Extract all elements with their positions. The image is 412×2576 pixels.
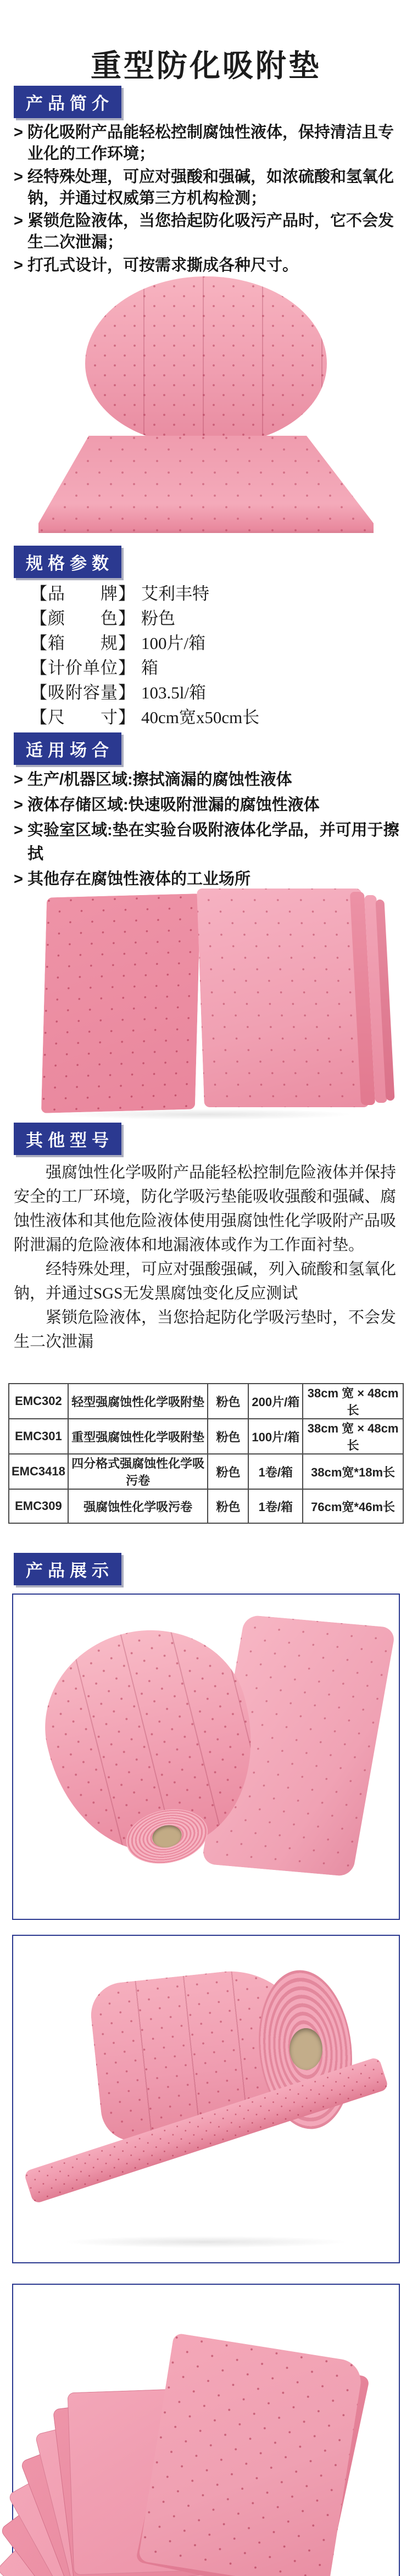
roll-cylinder: [85, 276, 327, 444]
spec-row: [30, 631, 393, 656]
bullet-text: 其他存在腐蚀性液体的工业场所: [27, 870, 250, 888]
table-row: [9, 1384, 403, 1419]
bullet-item: [14, 768, 399, 792]
bullet-text: 经特殊处理，可应对强酸和强碱，如浓硫酸和氢氧化钠，并通过权威第三方机构检测；: [27, 168, 394, 207]
table-cell-color: 粉色: [208, 1384, 248, 1419]
table-cell-packing: 1卷/箱: [248, 1489, 303, 1523]
bullet-marker: >: [14, 821, 23, 839]
gallery-photo-pad-fan: [12, 2284, 400, 2576]
table-cell-name: 强腐蚀性化学吸污卷: [68, 1489, 208, 1523]
spec-row: [30, 606, 393, 631]
table-cell-size: 38cm 宽 × 48cm 长: [303, 1419, 403, 1454]
spec-label: 【箱 规】: [30, 634, 136, 653]
models-paragraph: 紧锁危险液体，当您拾起防化学吸污垫时，不会发生二次泄漏: [14, 1309, 397, 1351]
section-heading-usage: 适用场合: [14, 732, 121, 765]
bullet-item: [14, 210, 399, 253]
models-paragraph: 强腐蚀性化学吸附产品能轻松控制危险液体并保持安全的工厂环境，防化学吸污垫能吸收强酸和强碱、腐蚀性液体和其他危险液体使用强腐蚀性化学吸附产品吸附泄漏的危险液体和地漏液体或作为工作面衬垫。: [14, 1164, 397, 1254]
usage-bullet-list: [14, 768, 399, 893]
gallery-photo-roll-with-strip: [12, 1935, 400, 2263]
spec-value: 103.5l/箱: [141, 683, 206, 702]
bullet-text: 打孔式设计，可按需求撕成各种尺寸。: [27, 257, 298, 275]
bullet-marker: >: [14, 124, 23, 141]
roll-sheet: [38, 436, 374, 533]
product-photo-roll-hero: [22, 272, 390, 536]
table-cell-packing: 200片/箱: [248, 1384, 303, 1419]
table-cell-color: 粉色: [208, 1489, 248, 1523]
table-cell-color: 粉色: [208, 1454, 248, 1489]
bullet-item: [14, 122, 399, 165]
product-photo-folded-pads: [19, 887, 393, 1121]
bullet-item: [14, 793, 399, 817]
table-cell-color: 粉色: [208, 1419, 248, 1454]
bullet-marker: >: [14, 212, 23, 230]
spec-list: [30, 581, 393, 730]
table-cell-model: EMC309: [9, 1489, 68, 1523]
bullet-text: 液体存储区域:快速吸附泄漏的腐蚀性液体: [27, 796, 320, 814]
intro-bullet-list: [14, 122, 399, 278]
models-table: [8, 1383, 404, 1524]
gallery-photo-roll-unrolled: [12, 1594, 400, 1920]
bullet-marker: >: [14, 796, 23, 814]
table-row: [9, 1454, 403, 1489]
roll-core-hole: [150, 1823, 183, 1850]
section-heading-intro: 产品简介: [14, 86, 121, 118]
table-cell-packing: 100片/箱: [248, 1419, 303, 1454]
table-cell-packing: 1卷/箱: [248, 1454, 303, 1489]
section-heading-gallery: 产品展示: [14, 1553, 121, 1585]
spec-value: 40cm宽x50cm长: [141, 708, 260, 727]
models-paragraph: 经特殊处理，可应对强酸强碱，列入硫酸和氢氧化钠，并通过SGS无发黑腐蚀变化反应测试: [14, 1261, 397, 1302]
bullet-marker: >: [14, 168, 23, 186]
bullet-marker: >: [14, 771, 23, 789]
bullet-marker: >: [14, 870, 23, 888]
table-cell-size: 38cm宽*18m长: [303, 1454, 403, 1489]
table-cell-model: EMC301: [9, 1419, 68, 1454]
pad-panel-right: [197, 889, 369, 1107]
spec-value: 粉色: [141, 609, 175, 628]
spec-value: 艾利丰特: [141, 584, 209, 603]
table-cell-model: EMC3418: [9, 1454, 68, 1489]
spec-row: [30, 656, 393, 680]
spec-row: [30, 705, 393, 730]
spec-value: 箱: [141, 658, 158, 678]
pad-panel-left: [41, 893, 201, 1113]
roll-core-hole: [289, 2028, 322, 2070]
pad-sheet-front: [138, 2333, 364, 2576]
bullet-item: [14, 819, 399, 866]
shadow: [63, 2236, 348, 2248]
table-row: [9, 1419, 403, 1454]
bullet-text: 紧锁危险液体，当您拾起防化吸污产品时，它不会发生二次泄漏；: [27, 212, 394, 252]
table-cell-name: 轻型强腐蚀性化学吸附垫: [68, 1384, 208, 1419]
spec-value: 100片/箱: [141, 634, 206, 653]
section-heading-models: 其他型号: [14, 1123, 121, 1155]
bullet-text: 生产/机器区域:擦拭滴漏的腐蚀性液体: [27, 771, 292, 789]
spec-label: 【吸附容量】: [30, 683, 136, 702]
spec-row: [30, 581, 393, 606]
table-row: [9, 1489, 403, 1523]
models-description: [14, 1161, 399, 1354]
spec-label: 【颜 色】: [30, 609, 136, 628]
spec-label: 【尺 寸】: [30, 708, 136, 727]
spec-label: 【品 牌】: [30, 584, 136, 603]
section-heading-specs: 规格参数: [14, 546, 121, 578]
table-cell-name: 四分格式强腐蚀性化学吸污卷: [68, 1454, 208, 1489]
spec-label: 【计价单位】: [30, 658, 136, 678]
bullet-text: 防化吸附产品能轻松控制腐蚀性液体，保持清洁且专业化的工作环境；: [27, 124, 394, 163]
table-cell-size: 38cm 宽 × 48cm 长: [303, 1384, 403, 1419]
bullet-text: 实验室区域:垫在实验台吸附液体化学品，并可用于擦拭: [27, 821, 399, 863]
bullet-marker: >: [14, 257, 23, 275]
table-cell-size: 76cm宽*46m长: [303, 1489, 403, 1523]
table-cell-model: EMC302: [9, 1384, 68, 1419]
bullet-item: [14, 166, 399, 209]
spec-row: [30, 680, 393, 705]
page-title: 重型防化吸附垫: [91, 48, 321, 83]
table-cell-name: 重型强腐蚀性化学吸附垫: [68, 1419, 208, 1454]
